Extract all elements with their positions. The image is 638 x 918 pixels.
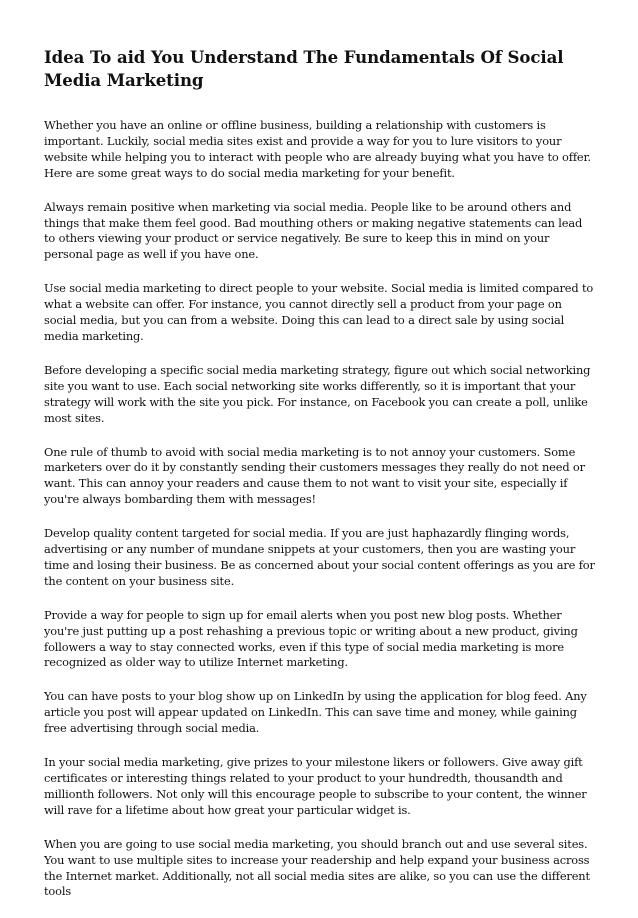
document-page (44, 46, 596, 918)
paragraph-7: Provide a way for people to sign up for email alerts when you post new blog posts. Whether you're just putting up a post rehashing a previous topic or writing about a new product, giving followers a way to stay connected works, even if this type of social media marketing is more recognized as older way to utilize Internet marketing. (44, 607, 578, 670)
paragraph-5: One rule of thumb to avoid with social media marketing is to not annoy your customers. Some marketers over do it by constantly sending their customers messages they really do not need or want. This can annoy your readers and cause them to not want to visit your site, especially if you're always bombarding them with messages! (44, 444, 585, 507)
paragraph-9: In your social media marketing, give prizes to your milestone likers or followers. Give away gift certificates or interesting things related to your product to your hundredth, thousandth and millionth followers. Not only will this encourage people to subscribe to your content, the winner will rave for a lifetime about how great your particular widget is. (44, 755, 587, 817)
paragraph-3: Use social media marketing to direct people to your website. Social media is limited compared to what a website can offer. For instance, you cannot directly sell a product from your page on social media, but you can from a website. Doing this can lead to a direct sale by using social media marketing. (44, 281, 594, 343)
paragraph-8: You can have posts to your blog show up on LinkedIn by using the application for blog feed. Any article you post will appear updated on LinkedIn. This can save time and money, while gaining free advertising through social media. (44, 689, 587, 736)
paragraph-4: Before developing a specific social media marketing strategy, figure out which social networking site you want to use. Each social networking site works differently, so it is important that your strategy will work with the site you pick. For instance, on Facebook you can create a poll, unlike most sites. (44, 362, 591, 425)
paragraph-10: When you are going to use social media marketing, you should branch out and use several sites. You want to use multiple sites to increase your readership and help expand your business across the Internet market. Additionally, not all social media sites are alike, so you can use the different tools (44, 836, 590, 899)
paragraph-6: Develop quality content targeted for social media. If you are just haphazardly flinging words, advertising or any number of mundane snippets at your customers, then you are wasting your time and losing their business. Be as concerned about your social content offerings as you are for the content on your business site. (44, 526, 595, 588)
paragraph-2: Always remain positive when marketing via social media. People like to be around others and things that make them feel good. Bad mouthing others or making negative statements can lead to others viewing your product or service negatively. Be sure to keep this in mind on your personal page as well if you have one. (44, 199, 583, 262)
page-title: Idea To aid You Understand The Fundamentals Of Social Media Marketing (44, 47, 564, 90)
paragraph-1: Whether you have an online or offline business, building a relationship with customers is important. Luckily, social media sites exist and provide a way for you to lure visitors to your website while helping you to interact with people who are already buying what you have to offer. Here are some great ways to do social media marketing for your benefit. (44, 118, 592, 180)
